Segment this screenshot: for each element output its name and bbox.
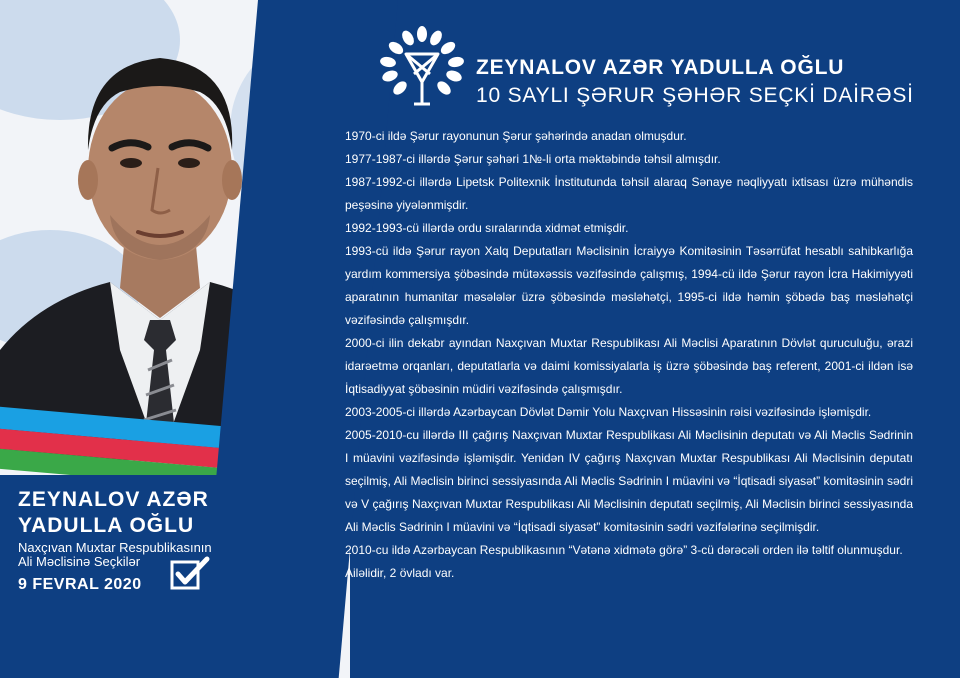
election-date: 9 FEVRAL 2020 xyxy=(18,576,142,593)
candidate-name xyxy=(18,487,268,539)
bio-paragraph: 2003-2005-ci illərdə Azərbaycan Dövlət Dəmir Yolu Naxçıvan Hissəsinin rəisi vəzifəsində işləmişdir. xyxy=(345,405,872,419)
bio-paragraph: 1970-ci ildə Şərur rayonunun Şərur şəhərində anadan olmuşdur. xyxy=(345,129,687,143)
bio-paragraph: 2000-ci ilin dekabr ayından Naxçıvan Muxtar Respublikası Ali Məclisi Aparatının Dövlət quruculuğu, ərazi idarəetmə orqanları, deputatlarla və daimi komissiyalarla iş üzrə şöbəsində baş referent, 2001-ci ildən isə İqtisadiyyat şöbəsinin müdiri vəzifəsində çalışmışdır. xyxy=(345,336,913,396)
header-subtitle: 10 SAYLI ŞƏRUR ŞƏHƏR SEÇKİ DAİRƏSİ xyxy=(476,84,914,107)
election-line1: Naxçıvan Muxtar Respublikasının xyxy=(18,540,212,555)
election-line2: Ali Məclisinə Seçkilər xyxy=(18,554,141,569)
bio-paragraph: 1987-1992-ci illərdə Lipetsk Politexnik İnstitutunda təhsil alaraq Sənaye nəqliyyatı ixtisası üzrə mühəndis peşəsinə yiyələnmişdir. xyxy=(345,175,913,212)
bio-paragraph: 1993-cü ildə Şərur rayon Xalq Deputatları Məclisinin İcraiyyə Komitəsinin Təsərrüfat hesablı sahibkarlığa yardım kommersiya şöbəsində mütəxəssis vəzifəsində çalışmış, 1994-cü ildə Şərur rayon İcra Hakimiyyəti aparatının humanitar məsələlər üzrə şöbəsində məsləhətçi, 1995-ci ildə həmin şöbədə baş məsləhətçi vəzifəsində çalışmışdır. xyxy=(345,244,913,327)
candidate-name-line2: YADULLA OĞLU xyxy=(18,514,195,537)
biography-text xyxy=(345,125,913,585)
bio-paragraph: 1992-1993-cü illərdə ordu sıralarında xidmət etmişdir. xyxy=(345,221,629,235)
bio-paragraph: Ailəlidir, 2 övladı var. xyxy=(345,566,455,580)
election-description xyxy=(18,541,248,569)
bio-paragraph: 2010-cu ildə Azərbaycan Respublikasının “Vətənə xidmətə görə” 3-cü dərəcəli orden ilə təltif olunmuşdur. xyxy=(345,543,903,557)
header-title: ZEYNALOV AZƏR YADULLA OĞLU xyxy=(476,56,845,79)
bio-paragraph: 1977-1987-ci illərdə Şərur şəhəri 1№-li orta məktəbində təhsil almışdır. xyxy=(345,152,721,166)
tree-emblem-icon xyxy=(378,24,466,110)
candidate-name-line1: ZEYNALOV AZƏR xyxy=(18,488,209,511)
bio-paragraph: 2005-2010-cu illərdə III çağırış Naxçıvan Muxtar Respublikası Ali Məclisinin deputatı və Ali Məclis Sədrinin I müavini vəzifəsində işləmişdir. Yenidən IV çağırış Naxçıvan Muxtar Respublikası Ali Məclisinin deputatı seçilmiş, Ali Məclisin birinci sessiyasında Ali Məclis Sədrinin I müavini və “İqtisadi siyasət” komitəsinin sədri və V çağırış Naxçıvan Muxtar Respublikası Ali Məclisinin deputatı seçilmiş, Ali Məclisin birinci sessiyasında Ali Məclis Sədrinin I müavini və “İqtisadi siyasət” komitəsinin sədri vəzifələrinə seçilmişdir. xyxy=(345,428,913,534)
checkbox-check-icon xyxy=(170,556,210,592)
